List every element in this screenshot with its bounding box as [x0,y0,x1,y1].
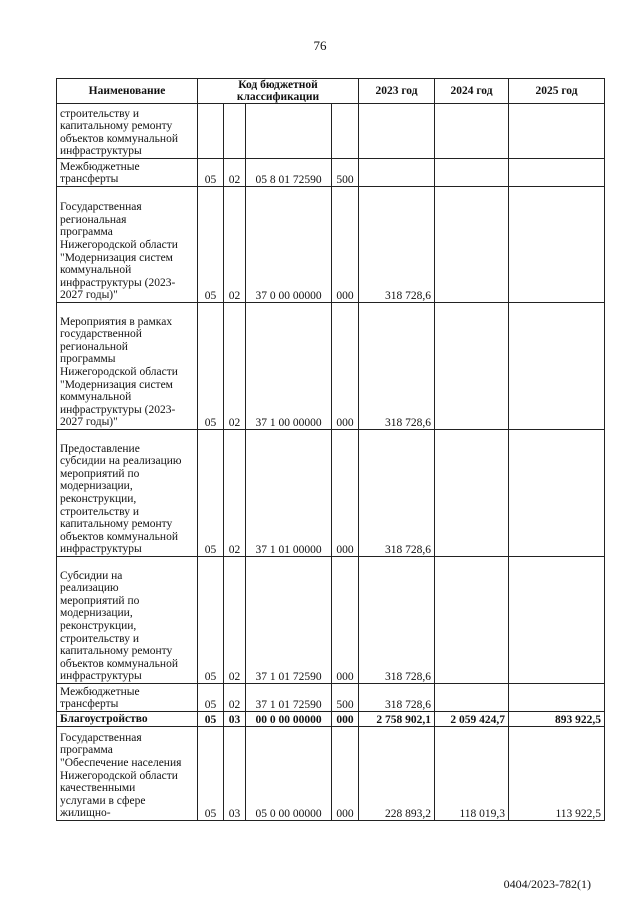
section-code: 05 [198,187,224,303]
table-header-row [57,79,605,104]
target-article-code: 05 8 01 72590 [246,159,332,187]
page-number: 76 [313,38,327,53]
expense-type-code: 500 [332,159,359,187]
header-2025: 2025 год [509,79,605,104]
table-row [57,557,605,684]
row-name: Межбюджетные трансферты [57,159,198,187]
expense-type-code: 000 [332,303,359,430]
value-2023: 318 728,6 [359,430,435,557]
value-2024 [435,557,509,684]
value-2025 [509,187,605,303]
value-2024: 2 059 424,7 [435,712,509,727]
value-2024 [435,104,509,159]
table-row [57,430,605,557]
expense-type-code [332,104,359,159]
subsection-code: 02 [224,159,246,187]
value-2025 [509,684,605,712]
value-2023: 318 728,6 [359,187,435,303]
row-name: Субсидии на реализацию мероприятий по модернизации, реконструкции, строительству и капитальному ремонту объектов коммунальной инфраструктуры [57,557,198,684]
value-2025 [509,104,605,159]
row-name: Межбюджетные трансферты [57,684,198,712]
table-row [57,303,605,430]
expense-type-code: 000 [332,430,359,557]
value-2024 [435,430,509,557]
value-2023 [359,159,435,187]
expense-type-code: 000 [332,187,359,303]
section-code: 05 [198,557,224,684]
table-row [57,159,605,187]
target-article-code [246,104,332,159]
row-name: Государственная программа "Обеспечение населения Нижегородской области качественными услугами в сфере жилищно- [57,727,198,821]
value-2024 [435,159,509,187]
row-name: строительству и капитальному ремонту объектов коммунальной инфраструктуры [57,104,198,159]
value-2023: 228 893,2 [359,727,435,821]
header-2024: 2024 год [435,79,509,104]
subsection-code: 03 [224,727,246,821]
header-name: Наименование [57,79,198,104]
value-2023: 318 728,6 [359,557,435,684]
section-code: 05 [198,430,224,557]
value-2023: 2 758 902,1 [359,712,435,727]
value-2023: 318 728,6 [359,684,435,712]
section-code: 05 [198,303,224,430]
target-article-code: 00 0 00 00000 [246,712,332,727]
target-article-code: 37 0 00 00000 [246,187,332,303]
value-2024: 118 019,3 [435,727,509,821]
value-2024 [435,187,509,303]
value-2025: 893 922,5 [509,712,605,727]
row-name: Благоустройство [57,712,198,727]
row-name: Предоставление субсидии на реализацию мероприятий по модернизации, реконструкции, строительству и капитальному ремонту объектов коммунальной инфраструктуры [57,430,198,557]
section-code: 05 [198,727,224,821]
table-row [57,104,605,159]
header-code: Код бюджетной классификации [198,79,359,104]
subsection-code: 02 [224,430,246,557]
value-2025 [509,557,605,684]
subsection-code: 02 [224,684,246,712]
section-code: 05 [198,712,224,727]
table-row [57,727,605,821]
expense-type-code: 000 [332,557,359,684]
expense-type-code: 000 [332,712,359,727]
subsection-code: 02 [224,303,246,430]
row-name: Государственная региональная программа Нижегородской области "Модернизация систем коммунальной инфраструктуры (2023- 2027 годы)" [57,187,198,303]
section-code: 05 [198,159,224,187]
value-2025 [509,303,605,430]
header-2023: 2023 год [359,79,435,104]
target-article-code: 37 1 01 00000 [246,430,332,557]
expense-type-code: 500 [332,684,359,712]
row-name: Мероприятия в рамках государственной региональной программы Нижегородской области "Модернизация систем коммунальной инфраструктуры (2023- 2027 годы)" [57,303,198,430]
target-article-code: 05 0 00 00000 [246,727,332,821]
subsection-code: 02 [224,187,246,303]
value-2024 [435,684,509,712]
value-2025 [509,430,605,557]
subsection-code [224,104,246,159]
target-article-code: 37 1 01 72590 [246,557,332,684]
table-row [57,712,605,727]
table-row [57,187,605,303]
subsection-code: 02 [224,557,246,684]
value-2023 [359,104,435,159]
value-2025: 113 922,5 [509,727,605,821]
subsection-code: 03 [224,712,246,727]
value-2025 [509,159,605,187]
table-row [57,684,605,712]
table-body [57,104,605,821]
expense-type-code: 000 [332,727,359,821]
section-code: 05 [198,684,224,712]
section-code [198,104,224,159]
target-article-code: 37 1 00 00000 [246,303,332,430]
document-code: 0404/2023-782(1) [503,877,591,891]
value-2024 [435,303,509,430]
value-2023: 318 728,6 [359,303,435,430]
target-article-code: 37 1 01 72590 [246,684,332,712]
budget-table [56,78,605,821]
